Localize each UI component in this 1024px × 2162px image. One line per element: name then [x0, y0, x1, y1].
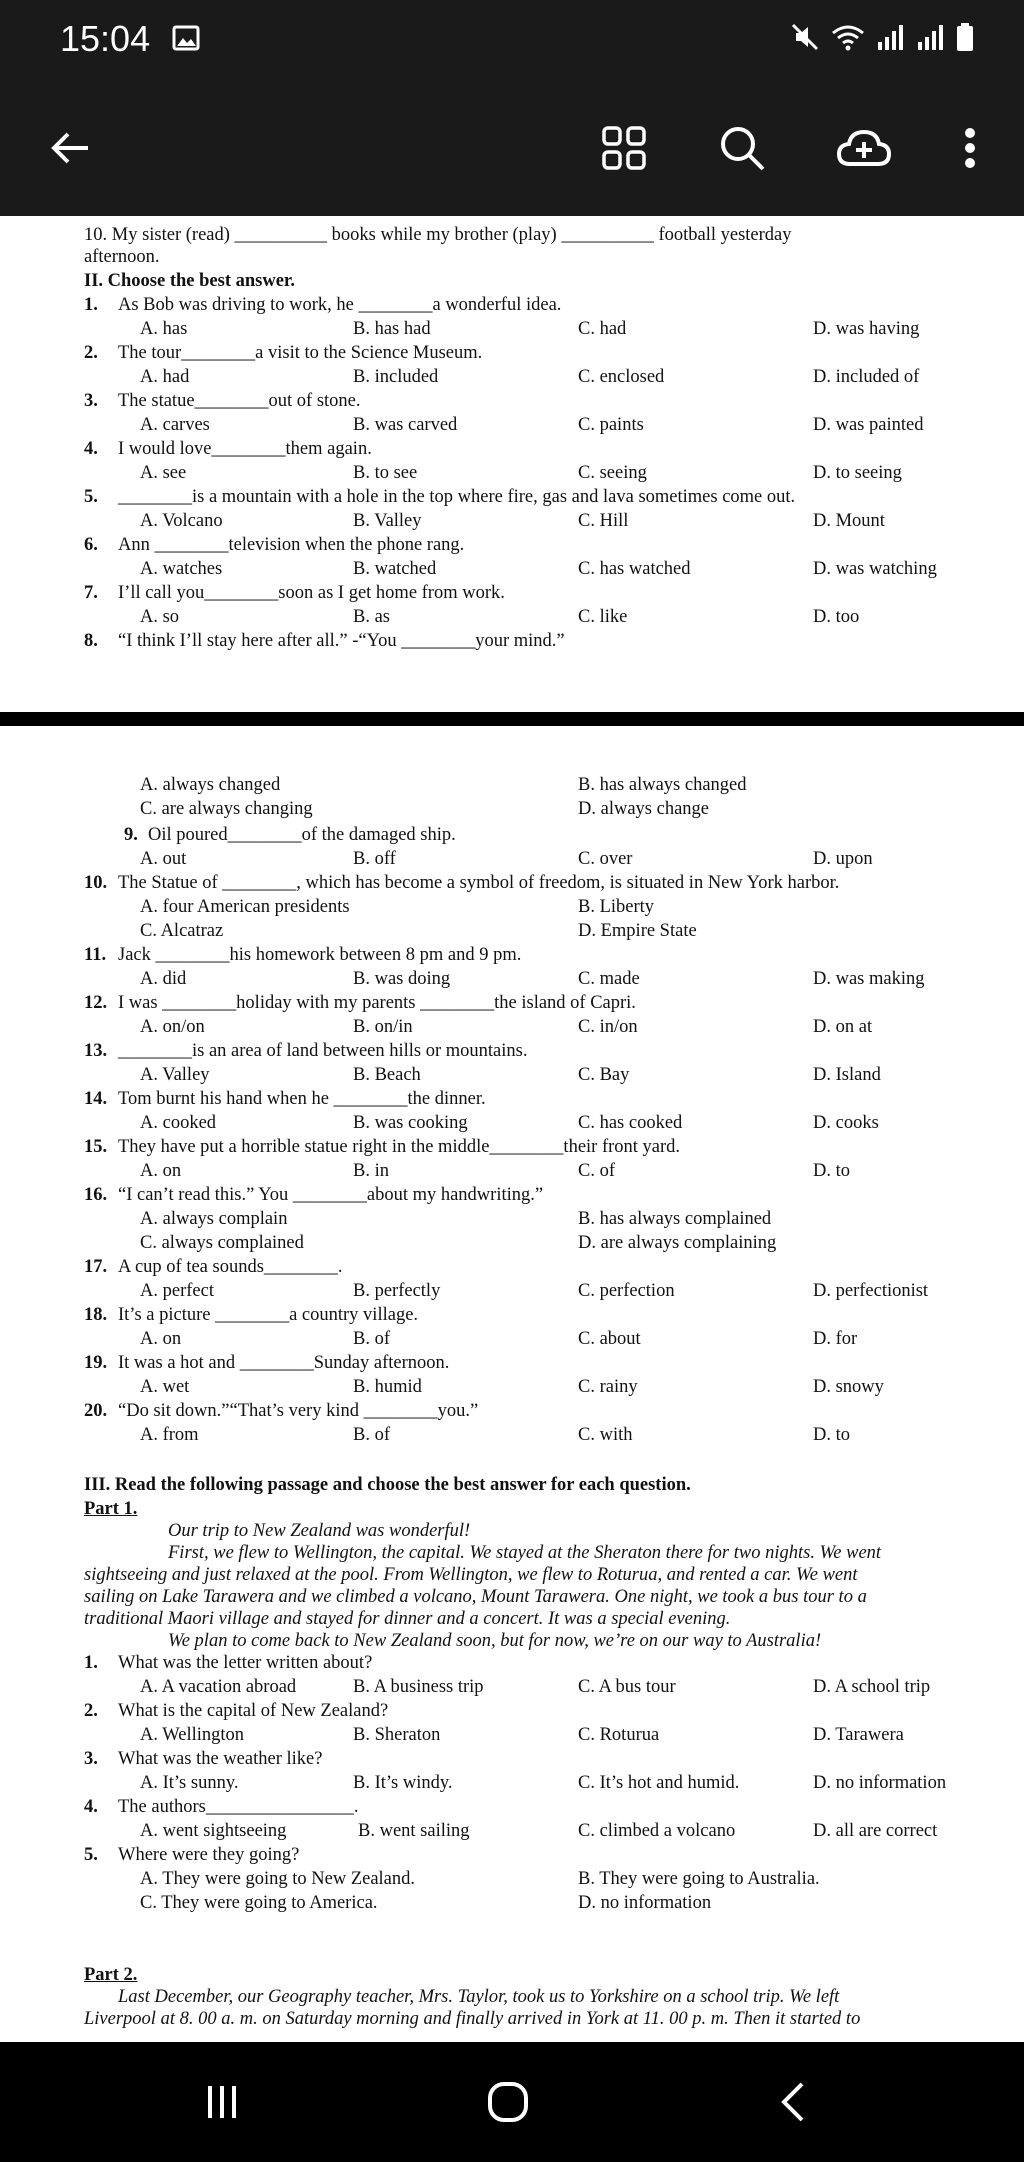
text-line: A. four American presidents	[140, 897, 350, 917]
back-nav-button[interactable]	[764, 2072, 824, 2132]
text-line: A. carves	[140, 415, 210, 435]
text-line: D. no information	[813, 1773, 947, 1793]
text-line: “I can’t read this.” You ________about my handwriting.”	[118, 1185, 544, 1205]
text-line: A. did	[140, 969, 187, 989]
text-line: B. in	[353, 1161, 389, 1181]
cloud-add-icon	[836, 126, 892, 170]
text-line: A. cooked	[140, 1113, 217, 1133]
text-line: The authors________________.	[118, 1797, 359, 1817]
text-line: 2.	[84, 343, 98, 363]
text-line: A. from	[140, 1425, 199, 1445]
text-line: B. on/in	[353, 1017, 413, 1037]
text-line: D. on at	[813, 1017, 873, 1037]
search-icon	[718, 124, 766, 172]
text-line: 17.	[84, 1257, 108, 1277]
text-line: It was a hot and ________Sunday afternoon.	[118, 1353, 450, 1373]
text-line: 13.	[84, 1041, 108, 1061]
text-line: D. too	[813, 607, 860, 627]
home-icon	[484, 2078, 532, 2126]
text-line: What is the capital of New Zealand?	[118, 1701, 389, 1721]
text-line: The statue________out of stone.	[118, 391, 361, 411]
text-line: C. paints	[578, 415, 644, 435]
text-line: D. included of	[813, 367, 920, 387]
text-line: We plan to come back to New Zealand soon, but for now, we’re on our way to Australia!	[168, 1631, 822, 1651]
wifi-icon	[830, 22, 866, 52]
text-line: B. of	[353, 1329, 390, 1349]
text-line: 10.	[84, 873, 108, 893]
text-line: 1.	[84, 295, 98, 315]
text-line: B. has always complained	[578, 1209, 772, 1229]
text-line: 5.	[84, 487, 98, 507]
text-line: D. perfectionist	[813, 1281, 929, 1301]
grid-icon	[601, 125, 647, 171]
text-line: A. on	[140, 1329, 182, 1349]
text-line: 3.	[84, 1749, 98, 1769]
text-line: They have put a horrible statue right in the middle________their front yard.	[118, 1137, 681, 1157]
text-line: A. on	[140, 1161, 182, 1181]
text-line: sightseeing and just relaxed at the pool. From Wellington, we flew to Roturua, and rented a car. We went	[84, 1565, 858, 1585]
text-line: C. seeing	[578, 463, 647, 483]
text-line: D. always change	[578, 799, 709, 819]
text-line: B. It’s windy.	[353, 1773, 453, 1793]
text-line: 2.	[84, 1701, 98, 1721]
document-page-2	[0, 726, 1024, 2042]
text-line: B. off	[353, 849, 396, 869]
text-line: C. made	[578, 969, 640, 989]
text-line: B. They were going to Australia.	[578, 1869, 820, 1889]
text-line: III. Read the following passage and choose the best answer for each question.	[84, 1475, 691, 1495]
text-line: C. It’s hot and humid.	[578, 1773, 740, 1793]
text-line: C. A bus tour	[578, 1677, 676, 1697]
text-line: A. They were going to New Zealand.	[140, 1869, 416, 1889]
text-line: B. humid	[353, 1377, 422, 1397]
text-line: D. no information	[578, 1893, 712, 1913]
text-line: D. Tarawera	[813, 1725, 904, 1745]
text-line: Oil poured________of the damaged ship.	[148, 825, 456, 845]
text-line: 19.	[84, 1353, 108, 1373]
text-line: D. to	[813, 1161, 850, 1181]
text-line: C. enclosed	[578, 367, 665, 387]
text-line: C. has cooked	[578, 1113, 683, 1133]
text-line: 6.	[84, 535, 98, 555]
text-line: I was ________holiday with my parents ________the island of Capri.	[118, 993, 636, 1013]
chevron-left-icon	[774, 2078, 814, 2126]
search-button[interactable]	[714, 120, 770, 176]
text-line: D. was making	[813, 969, 925, 989]
text-line: The Statue of ________, which has become a symbol of freedom, is situated in New York harbor.	[118, 873, 840, 893]
text-line: 5.	[84, 1845, 98, 1865]
text-line: B. was doing	[353, 969, 451, 989]
text-line: C. Bay	[578, 1065, 630, 1085]
text-line: D. was watching	[813, 559, 937, 579]
text-line: B. Beach	[353, 1065, 421, 1085]
text-line: ________is a mountain with a hole in the top where fire, gas and lava sometimes come out.	[118, 487, 796, 507]
text-line: 10. My sister (read) __________ books while my brother (play) __________ football yesterday	[84, 225, 792, 245]
text-line: 15.	[84, 1137, 108, 1157]
text-line: B. as	[353, 607, 390, 627]
signal-icon-2	[916, 22, 946, 52]
text-line: 9.	[124, 825, 138, 845]
text-line: A. wet	[140, 1377, 190, 1397]
text-line: C. in/on	[578, 1017, 638, 1037]
text-line: B. of	[353, 1425, 390, 1445]
text-line: A. has	[140, 319, 188, 339]
text-line: Our trip to New Zealand was wonderful!	[168, 1521, 471, 1541]
home-button[interactable]	[478, 2072, 538, 2132]
grid-view-button[interactable]	[596, 120, 652, 176]
text-line: D. Mount	[813, 511, 885, 531]
text-line: 7.	[84, 583, 98, 603]
text-line: A. always changed	[140, 775, 281, 795]
text-line: It’s a picture ________a country village.	[118, 1305, 419, 1325]
text-line: C. perfection	[578, 1281, 675, 1301]
text-line: ________is an area of land between hills or mountains.	[118, 1041, 528, 1061]
text-line: D. was painted	[813, 415, 924, 435]
text-line: “I think I’ll stay here after all.” -“You ________your mind.”	[118, 631, 565, 651]
text-line: B. included	[353, 367, 439, 387]
more-options-button[interactable]	[942, 120, 998, 176]
text-line: A. perfect	[140, 1281, 214, 1301]
text-line: B. perfectly	[353, 1281, 441, 1301]
text-line: B. to see	[353, 463, 418, 483]
text-line: C. with	[578, 1425, 633, 1445]
text-line: D. cooks	[813, 1113, 879, 1133]
text-line: What was the weather like?	[118, 1749, 323, 1769]
text-line: C. are always changing	[140, 799, 313, 819]
text-line: C. They were going to America.	[140, 1893, 378, 1913]
text-line: Last December, our Geography teacher, Mrs. Taylor, took us to Yorkshire on a school trip. We left	[118, 1987, 840, 2007]
text-line: C. about	[578, 1329, 641, 1349]
document-page-1	[0, 216, 1024, 712]
text-line: The tour________a visit to the Science Museum.	[118, 343, 483, 363]
text-line: D. for	[813, 1329, 858, 1349]
text-line: D. upon	[813, 849, 873, 869]
text-line: A. A vacation abroad	[140, 1677, 297, 1697]
text-line: D. to seeing	[813, 463, 902, 483]
text-line: 8.	[84, 631, 98, 651]
text-line: 4.	[84, 1797, 98, 1817]
text-line: C. always complained	[140, 1233, 304, 1253]
text-line: afternoon.	[84, 247, 160, 267]
text-line: A cup of tea sounds________.	[118, 1257, 343, 1277]
text-line: 1.	[84, 1653, 98, 1673]
navigation-bar	[0, 2042, 1024, 2162]
text-line: C. over	[578, 849, 633, 869]
text-line: I’ll call you________soon as I get home from work.	[118, 583, 505, 603]
text-line: B. went sailing	[358, 1821, 470, 1841]
text-line: A. so	[140, 607, 180, 627]
text-line: D. Island	[813, 1065, 881, 1085]
text-line: C. Hill	[578, 511, 629, 531]
text-line: Tom burnt his hand when he ________the dinner.	[118, 1089, 486, 1109]
text-line: 3.	[84, 391, 98, 411]
text-line: A. on/on	[140, 1017, 205, 1037]
text-line: traditional Maori village and stayed for dinner and a concert. It was a special evening.	[84, 1609, 731, 1629]
text-line: D. to	[813, 1425, 850, 1445]
text-line: 4.	[84, 439, 98, 459]
text-line: B. has had	[353, 319, 431, 339]
back-button[interactable]	[42, 120, 98, 176]
text-line: Part 1.	[84, 1499, 138, 1519]
text-line: Ann ________television when the phone rang.	[118, 535, 465, 555]
text-line: D. snowy	[813, 1377, 884, 1397]
text-line: Jack ________his homework between 8 pm and 9 pm.	[118, 945, 522, 965]
battery-icon	[956, 22, 974, 52]
text-line: B. Valley	[353, 511, 422, 531]
text-line: A. Valley	[140, 1065, 210, 1085]
signal-icon-1	[876, 22, 906, 52]
text-line: B. Liberty	[578, 897, 655, 917]
mute-icon	[790, 22, 820, 52]
text-line: C. of	[578, 1161, 615, 1181]
text-line: A. Wellington	[140, 1725, 245, 1745]
text-line: I would love________them again.	[118, 439, 372, 459]
status-bar	[0, 0, 1024, 80]
text-line: C. Roturua	[578, 1725, 660, 1745]
app-bar	[0, 80, 1024, 216]
text-line: 14.	[84, 1089, 108, 1109]
text-line: What was the letter written about?	[118, 1653, 373, 1673]
text-line: B. has always changed	[578, 775, 747, 795]
text-line: A. Volcano	[140, 511, 223, 531]
text-line: B. watched	[353, 559, 437, 579]
text-line: A. see	[140, 463, 187, 483]
back-arrow-icon	[48, 126, 92, 170]
text-line: C. has watched	[578, 559, 691, 579]
text-line: A. out	[140, 849, 187, 869]
cloud-upload-button[interactable]	[836, 120, 892, 176]
text-line: 16.	[84, 1185, 108, 1205]
text-line: Liverpool at 8. 00 a. m. on Saturday morning and finally arrived in York at 11. 00 p. m. Then it started to	[84, 2009, 861, 2029]
text-line: “Do sit down.”“That’s very kind ________you.”	[118, 1401, 479, 1421]
more-vert-icon	[960, 126, 980, 170]
text-line: sailing on Lake Tarawera and we climbed a volcano, Mount Tarawera. One night, we took a bus tour to a	[84, 1587, 867, 1607]
text-line: A. went sightseeing	[140, 1821, 287, 1841]
text-line: 18.	[84, 1305, 108, 1325]
text-line: Where were they going?	[118, 1845, 300, 1865]
gallery-notification-icon	[172, 24, 200, 52]
text-line: D. A school trip	[813, 1677, 931, 1697]
text-line: C. Alcatraz	[140, 921, 224, 941]
text-line: C. like	[578, 607, 628, 627]
text-line: B. was cooking	[353, 1113, 468, 1133]
text-line: First, we flew to Wellington, the capital. We stayed at the Sheraton there for two nights. We went	[168, 1543, 882, 1563]
recent-apps-button[interactable]	[192, 2072, 252, 2132]
status-time: 15:04	[60, 18, 151, 59]
text-line: A. had	[140, 367, 190, 387]
text-line: C. climbed a volcano	[578, 1821, 736, 1841]
text-line: B. Sheraton	[353, 1725, 441, 1745]
text-line: Part 2.	[84, 1965, 138, 1985]
page-separator	[0, 712, 1024, 726]
text-line: A. always complain	[140, 1209, 288, 1229]
text-line: D. Empire State	[578, 921, 697, 941]
text-line: A. watches	[140, 559, 223, 579]
text-line: D. are always complaining	[578, 1233, 777, 1253]
text-line: 11.	[84, 945, 107, 965]
text-line: D. was having	[813, 319, 920, 339]
text-line: B. was carved	[353, 415, 458, 435]
text-line: 20.	[84, 1401, 108, 1421]
text-line: 12.	[84, 993, 108, 1013]
system-icons	[790, 22, 974, 52]
text-line: As Bob was driving to work, he ________a wonderful idea.	[118, 295, 562, 315]
recent-apps-icon	[200, 2082, 244, 2122]
text-line: C. had	[578, 319, 627, 339]
text-line: A. It’s sunny.	[140, 1773, 239, 1793]
text-line: II. Choose the best answer.	[84, 271, 296, 291]
text-line: B. A business trip	[353, 1677, 484, 1697]
text-line: D. all are correct	[813, 1821, 938, 1841]
text-line: C. rainy	[578, 1377, 638, 1397]
